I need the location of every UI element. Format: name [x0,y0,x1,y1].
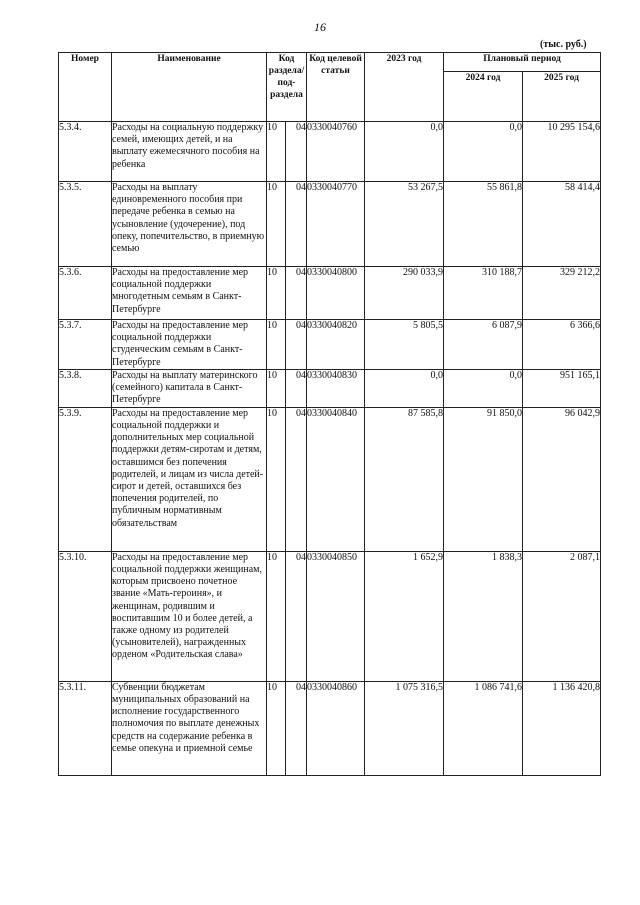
row-section-code: 10 [267,122,286,182]
header-section-code: Код раздела/ под- раздела [267,53,307,122]
row-target-article: 0330040770 [307,182,365,267]
row-value-2024: 1 838,3 [444,551,523,681]
row-number: 5.3.10. [59,551,112,681]
row-value-2023: 1 075 316,5 [365,681,444,775]
row-subsection-code: 04 [286,182,307,267]
row-target-article: 0330040800 [307,267,365,320]
row-value-2025: 2 087,1 [523,551,601,681]
row-number: 5.3.4. [59,122,112,182]
row-number: 5.3.7. [59,320,112,370]
row-section-code: 10 [267,407,286,551]
budget-table [58,52,601,776]
row-value-2025: 6 366,6 [523,320,601,370]
row-value-2024: 6 087,9 [444,320,523,370]
table-row [59,551,601,681]
header-year-2024: 2024 год [444,72,523,122]
row-target-article: 0330040840 [307,407,365,551]
row-value-2023: 1 652,9 [365,551,444,681]
row-value-2023: 53 267,5 [365,182,444,267]
row-section-code: 10 [267,551,286,681]
row-subsection-code: 04 [286,551,307,681]
row-value-2025: 58 414,4 [523,182,601,267]
row-section-code: 10 [267,681,286,775]
row-number: 5.3.9. [59,407,112,551]
row-value-2023: 5 805,5 [365,320,444,370]
row-value-2025: 10 295 154,6 [523,122,601,182]
row-target-article: 0330040830 [307,369,365,407]
row-number: 5.3.11. [59,681,112,775]
row-subsection-code: 04 [286,407,307,551]
row-value-2024: 0,0 [444,122,523,182]
table-row [59,267,601,320]
table-row [59,182,601,267]
row-name: Расходы на предоставление мер социальной поддержки и дополнительных мер социальной поддержки детям-сиротам и детям, оставшимся без попечения родителей, и лицам из числа детей-сирот и детей, оставшихся без попечения родителей, по публичным нормативным обязательствам [112,407,267,551]
row-value-2023: 87 585,8 [365,407,444,551]
row-number: 5.3.6. [59,267,112,320]
row-value-2024: 310 188,7 [444,267,523,320]
header-target-code: Код целевой статьи [307,53,365,122]
row-value-2023: 0,0 [365,369,444,407]
row-subsection-code: 04 [286,369,307,407]
row-subsection-code: 04 [286,681,307,775]
row-subsection-code: 04 [286,320,307,370]
table-row [59,681,601,775]
row-name: Расходы на предоставление мер социальной поддержки женщинам, которым присвоено почетное звание «Мать-героиня», и женщинам, родившим и воспитавшим 10 и более детей, а также одному из родителей (усыновителей), награжденных орденом «Родительская слава» [112,551,267,681]
table-row [59,369,601,407]
header-year-2023: 2023 год [365,53,444,122]
row-value-2024: 0,0 [444,369,523,407]
row-subsection-code: 04 [286,267,307,320]
row-value-2023: 290 033,9 [365,267,444,320]
row-section-code: 10 [267,320,286,370]
row-number: 5.3.5. [59,182,112,267]
table-row [59,320,601,370]
page-number: 16 [314,20,326,34]
row-name: Расходы на социальную поддержку семей, имеющих детей, и на выплату ежемесячного пособия на ребенка [112,122,267,182]
units-label: (тыс. руб.) [540,39,587,50]
row-name: Расходы на выплату единовременного пособия при передаче ребенка в семью на усыновление (удочерение), под опеку, попечительство, в приемную семью [112,182,267,267]
header-year-2025: 2025 год [523,72,601,122]
row-value-2025: 329 212,2 [523,267,601,320]
header-number: Номер [59,53,112,122]
table-row [59,407,601,551]
row-name: Расходы на выплату материнского (семейного) капитала в Санкт-Петербурге [112,369,267,407]
row-target-article: 0330040760 [307,122,365,182]
row-name: Расходы на предоставление мер социальной поддержки студенческим семьям в Санкт-Петербурге [112,320,267,370]
row-section-code: 10 [267,369,286,407]
row-value-2023: 0,0 [365,122,444,182]
row-value-2024: 91 850,0 [444,407,523,551]
row-section-code: 10 [267,182,286,267]
row-target-article: 0330040820 [307,320,365,370]
row-section-code: 10 [267,267,286,320]
row-value-2025: 1 136 420,8 [523,681,601,775]
header-name: Наименование [112,53,267,122]
row-value-2024: 55 861,8 [444,182,523,267]
header-planned-period: Плановый период [444,53,601,72]
table-row [59,122,601,182]
row-target-article: 0330040860 [307,681,365,775]
row-name: Расходы на предоставление мер социальной поддержки многодетным семьям в Санкт-Петербурге [112,267,267,320]
row-value-2025: 96 042,9 [523,407,601,551]
row-subsection-code: 04 [286,122,307,182]
row-target-article: 0330040850 [307,551,365,681]
row-value-2024: 1 086 741,6 [444,681,523,775]
row-value-2025: 951 165,1 [523,369,601,407]
row-name: Субвенции бюджетам муниципальных образований на исполнение государственного полномочия по выплате денежных средств на содержание ребенка в семье опекуна и приемной семье [112,681,267,775]
row-number: 5.3.8. [59,369,112,407]
